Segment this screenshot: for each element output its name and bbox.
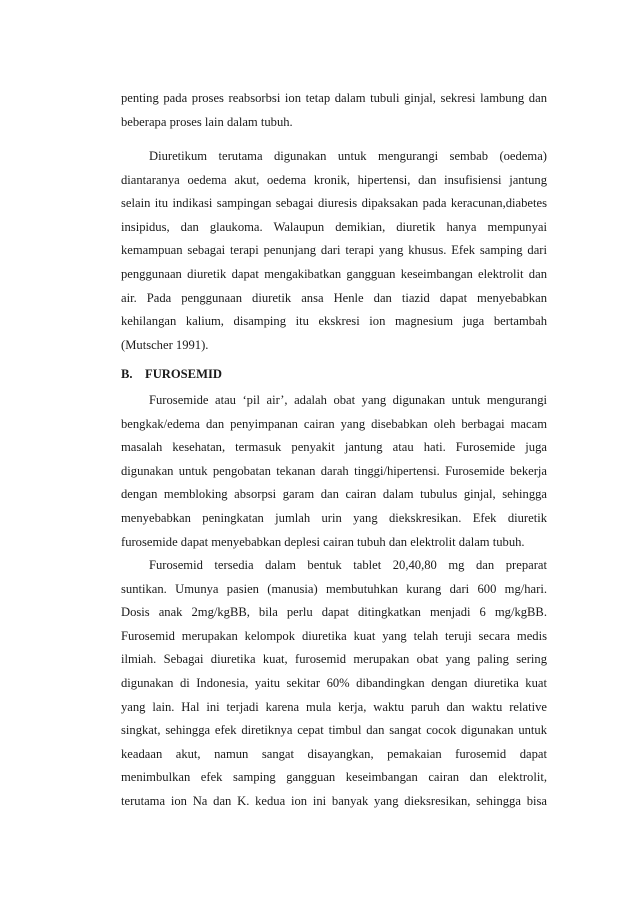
paragraph-line: menyebabkan peningkatan jumlah urin yang diekskresikan. Efek diuretik	[121, 510, 547, 525]
paragraph-line: kehilangan kalium, disamping itu ekskresi ion magnesium juga bertambah	[121, 314, 547, 329]
paragraph-line: Diuretikum terutama digunakan untuk mengurangi sembab (oedema)	[149, 149, 547, 163]
paragraph-line: beberapa proses lain dalam tubuh.	[121, 114, 293, 129]
paragraph-line: Furosemid tersedia dalam bentuk tablet 20,40,80 mg dan preparat	[149, 558, 547, 572]
paragraph-1	[121, 87, 547, 134]
paragraph-line: terutama ion Na dan K. kedua ion ini banyak yang dieksresikan, sehingga bisa	[121, 793, 547, 808]
section-number: B.	[121, 367, 133, 381]
paragraph-line: masalah kesehatan, termasuk penyakit jantung atau hati. Furosemide juga	[121, 440, 547, 455]
paragraph-line: insipidus, dan glaukoma. Walaupun demikian, diuretik hanya mempunyai	[121, 219, 547, 234]
paragraph-line: kemampuan sebagai terapi penunjang dari terapi yang khusus. Efek samping dari	[121, 243, 547, 258]
paragraph-line: dengan membloking absorpsi garam dan cairan dalam tubulus ginjal, sehingga	[121, 487, 547, 502]
paragraph-line: digunakan untuk pengobatan tekanan darah tinggi/hipertensi. Furosemide bekerja	[121, 463, 547, 478]
paragraph-line: menimbulkan efek samping gangguan keseimbangan cairan dan elektrolit,	[121, 770, 547, 785]
paragraph-line: Furosemid merupakan kelompok diuretika kuat yang telah teruji secara medis	[121, 628, 547, 643]
paragraph-line: digunakan di Indonesia, yaitu sekitar 60% dibandingkan dengan diuretika kuat	[121, 675, 547, 690]
section-title: FUROSEMID	[145, 367, 222, 381]
paragraph-line: penggunaan diuretik dapat mengakibatkan gangguan keseimbangan elektrolit dan	[121, 266, 547, 281]
paragraph-line: air. Pada penggunaan diuretik ansa Henle dan tiazid dapat menyebabkan	[121, 290, 547, 305]
section-heading	[121, 367, 222, 382]
paragraph-line: Furosemide atau ‘pil air’, adalah obat yang digunakan untuk mengurangi	[149, 393, 547, 407]
paragraph-line: singkat, sehingga efek diretiknya cepat timbul dan sangat cocok digunakan untuk	[121, 723, 547, 738]
paragraph-line: keadaan akut, namun sangat disayangkan, pemakaian furosemid dapat	[121, 746, 547, 761]
paragraph-line: diantaranya oedema akut, oedema kronik, hipertensi, dan insufisiensi jantung	[121, 172, 547, 187]
paragraph-line: Dosis anak 2mg/kgBB, bila perlu dapat ditingkatkan menjadi 6 mg/kgBB.	[121, 605, 547, 620]
paragraph-line: ilmiah. Sebagai diuretika kuat, furosemid merupakan obat yang paling sering	[121, 652, 547, 667]
paragraph-3	[121, 389, 547, 554]
paragraph-line: yang lain. Hal ini terjadi karena mula kerja, waktu paruh dan waktu relative	[121, 699, 547, 714]
paragraph-line: penting pada proses reabsorbsi ion tetap dalam tubuli ginjal, sekresi lambung dan	[121, 91, 547, 105]
paragraph-line: furosemide dapat menyebabkan deplesi cairan tubuh dan elektrolit dalam tubuh.	[121, 534, 525, 549]
paragraph-4	[121, 554, 547, 814]
paragraph-2	[121, 145, 547, 357]
paragraph-line: selain itu indikasi sampingan sebagai diuresis dipaksakan pada keracunan,diabetes	[121, 196, 547, 211]
paragraph-line: suntikan. Umunya pasien (manusia) membutuhkan kurang dari 600 mg/hari.	[121, 581, 547, 596]
paragraph-line: bengkak/edema dan penyimpanan cairan yang disebabkan oleh berbagai macam	[121, 416, 547, 431]
paragraph-line: (Mutscher 1991).	[121, 337, 209, 352]
